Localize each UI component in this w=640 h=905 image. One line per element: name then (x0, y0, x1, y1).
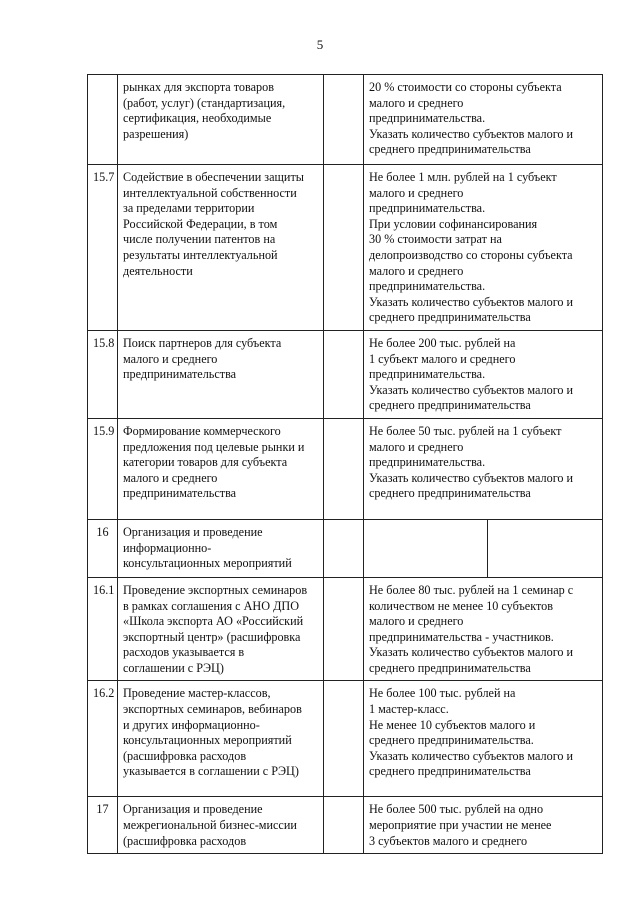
empty-cell (324, 165, 364, 331)
empty-cell (324, 330, 364, 418)
measure-name: рынках для экспорта товаров (работ, услуг) (стандартизация, сертификация, необходимые разрешения) (118, 75, 324, 165)
row-number: 17 (88, 797, 118, 854)
empty-cell (324, 797, 364, 854)
page-number: 5 (316, 37, 324, 52)
empty-cell (488, 519, 603, 577)
row-number (88, 75, 118, 165)
row-number: 15.9 (88, 418, 118, 519)
measure-conditions: Не более 500 тыс. рублей на одно мероприятие при участии не менее 3 субъектов малого и среднего (364, 797, 603, 854)
measure-name: Формирование коммерческого предложения под целевые рынки и категории товаров для субъекта малого и среднего предпринимательства (118, 418, 324, 519)
measure-name: Организация и проведение информационно- консультационных мероприятий (118, 519, 324, 577)
measure-conditions: 20 % стоимости со стороны субъекта малого и среднего предпринимательства. Указать количество субъектов малого и среднего предпринимательства (364, 75, 603, 165)
row-number: 15.7 (88, 165, 118, 331)
table-row (88, 577, 603, 681)
measure-name: Проведение мастер-классов, экспортных семинаров, вебинаров и других информационно- консультационных мероприятий (расшифровка расходов указывается в соглашении с РЭЦ) (118, 681, 324, 797)
table-row (88, 165, 603, 331)
row-number: 16.1 (88, 577, 118, 681)
measures-table (87, 74, 603, 854)
table-row (88, 330, 603, 418)
measure-name: Проведение экспортных семинаров в рамках соглашения с АНО ДПО «Школа экспорта АО «Российский экспортный центр» (расшифровка расходов указывается в соглашении с РЭЦ) (118, 577, 324, 681)
row-number: 16.2 (88, 681, 118, 797)
measure-conditions: Не более 50 тыс. рублей на 1 субъект малого и среднего предпринимательства. Указать количество субъектов малого и среднего предпринимательства (364, 418, 603, 519)
empty-cell (324, 418, 364, 519)
measure-name: Поиск партнеров для субъекта малого и среднего предпринимательства (118, 330, 324, 418)
measure-conditions: Не более 200 тыс. рублей на 1 субъект малого и среднего предпринимательства. Указать количество субъектов малого и среднего предпринимательства (364, 330, 603, 418)
empty-cell (324, 577, 364, 681)
empty-cell (324, 681, 364, 797)
table-row (88, 75, 603, 165)
table-row (88, 418, 603, 519)
measure-conditions: Не более 1 млн. рублей на 1 субъект малого и среднего предпринимательства. При условии софинансирования 30 % стоимости затрат на делопроизводство со стороны субъекта малого и среднего предпринимательства. Указать количество субъектов малого и среднего предпринимательства (364, 165, 603, 331)
table-row (88, 797, 603, 854)
measure-name: Организация и проведение межрегиональной бизнес-миссии (расшифровка расходов (118, 797, 324, 854)
measure-conditions: Не более 80 тыс. рублей на 1 семинар с количеством не менее 10 субъектов малого и среднего предпринимательства - участников. Указать количество субъектов малого и среднего предпринимательства (364, 577, 603, 681)
measure-name: Содействие в обеспечении защиты интеллектуальной собственности за пределами территории Российской Федерации, в том числе получении патентов на результаты интеллектуальной деятельности (118, 165, 324, 331)
table-row (88, 681, 603, 797)
measure-conditions: Не более 100 тыс. рублей на 1 мастер-класс. Не менее 10 субъектов малого и среднего предпринимательства. Указать количество субъектов малого и среднего предпринимательства (364, 681, 603, 797)
empty-cell (324, 519, 364, 577)
empty-cell (364, 519, 488, 577)
table-row (88, 519, 603, 577)
empty-cell (324, 75, 364, 165)
row-number: 16 (88, 519, 118, 577)
row-number: 15.8 (88, 330, 118, 418)
